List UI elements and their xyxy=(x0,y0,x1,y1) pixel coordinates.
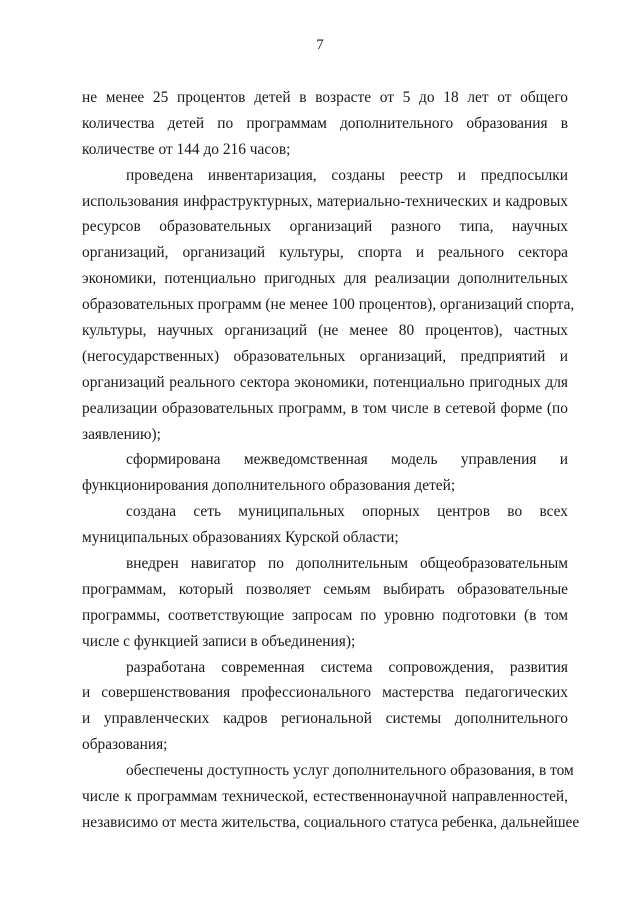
paragraph xyxy=(82,655,568,759)
text-line: создана сеть муниципальных опорных центров во всех xyxy=(126,503,568,521)
page-number: 7 xyxy=(316,37,324,53)
text-line: ресурсов образовательных организаций разного типа, научных xyxy=(82,218,568,236)
text-line: заявлению); xyxy=(82,425,161,443)
text-line: организаций, организаций культуры, спорта и реального сектора xyxy=(82,244,568,262)
text-line: использования инфраструктурных, материально-технических и кадровых xyxy=(82,192,568,210)
text-line: количества детей по программам дополнительного образования в xyxy=(82,114,568,132)
text-line: образования; xyxy=(82,736,168,754)
text-line: реализации образовательных программ, в том числе в сетевой форме (по xyxy=(82,399,568,417)
paragraph xyxy=(82,758,580,836)
text-line: культуры, научных организаций (не менее 80 процентов), частных xyxy=(82,322,568,340)
paragraph xyxy=(82,499,568,551)
paragraph xyxy=(82,551,568,655)
text-line: количестве от 144 до 216 часов; xyxy=(82,140,291,158)
text-line: внедрен навигатор по дополнительным общеобразовательным xyxy=(126,555,568,573)
text-line: независимо от места жительства, социального статуса ребенка, дальнейшее xyxy=(82,813,580,831)
text-line: не менее 25 процентов детей в возрасте от 5 до 18 лет от общего xyxy=(82,89,568,106)
text-line: функционирования дополнительного образования детей; xyxy=(82,477,456,495)
text-line: программы, соответствующие запросам по уровню подготовки (в том xyxy=(82,606,568,624)
text-line: сформирована межведомственная модель управления и xyxy=(126,451,568,469)
paragraph xyxy=(82,163,575,448)
text-line: и совершенствования профессионального мастерства педагогических xyxy=(82,684,568,702)
text-line: программам, который позволяет семьям выбирать образовательные xyxy=(82,580,568,598)
document-body xyxy=(82,85,580,836)
text-line: проведена инвентаризация, созданы реестр и предпосылки xyxy=(126,166,568,184)
text-line: обеспечены доступность услуг дополнительного образования, в том xyxy=(126,762,574,780)
text-line: и управленческих кадров региональной системы дополнительного xyxy=(82,710,568,728)
text-line: экономики, потенциально пригодных для реализации дополнительных xyxy=(82,270,568,288)
text-line: муниципальных образованиях Курской области; xyxy=(82,529,399,547)
text-line: числе с функцией записи в объединения); xyxy=(82,632,356,650)
text-line: образовательных программ (не менее 100 процентов), организаций спорта, xyxy=(82,296,575,314)
text-line: (негосударственных) образовательных организаций, предприятий и xyxy=(82,347,568,365)
text-line: числе к программам технической, естественнонаучной направленностей, xyxy=(82,788,568,806)
paragraph xyxy=(82,447,568,499)
text-line: организаций реального сектора экономики, потенциально пригодных для xyxy=(82,373,568,391)
text-line: разработана современная система сопровождения, развития xyxy=(126,658,568,676)
paragraph xyxy=(82,85,568,163)
